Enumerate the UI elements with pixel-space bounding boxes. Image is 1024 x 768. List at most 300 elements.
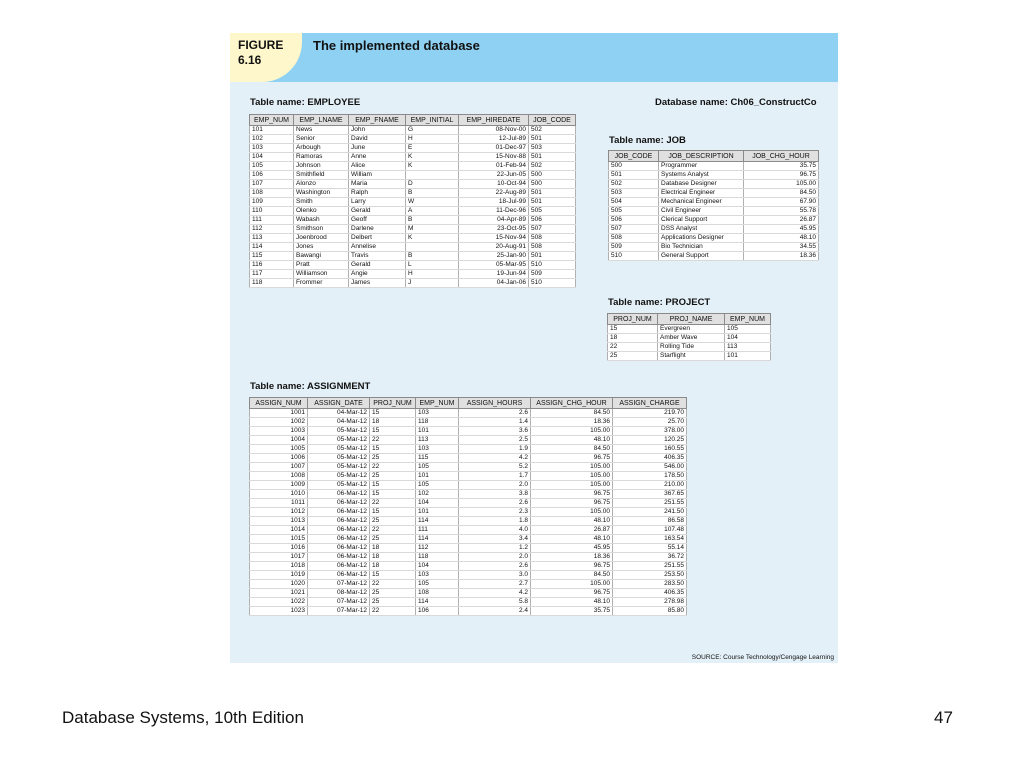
table-cell: Anne <box>349 153 406 162</box>
table-cell: 55.78 <box>744 207 819 216</box>
column-header: JOB_CODE <box>529 115 576 126</box>
table-cell: 2.6 <box>459 409 531 418</box>
table-cell: 1017 <box>250 553 308 562</box>
table-cell: 67.90 <box>744 198 819 207</box>
table-cell: 103 <box>416 445 459 454</box>
table-cell: 96.75 <box>531 499 613 508</box>
table-cell: 18.36 <box>531 418 613 427</box>
table-cell: 4.2 <box>459 589 531 598</box>
table-row <box>250 436 687 445</box>
table-cell: 105.00 <box>531 427 613 436</box>
column-header: EMP_NUM <box>416 398 459 409</box>
column-header: ASSIGN_NUM <box>250 398 308 409</box>
table-cell <box>406 243 459 252</box>
table-cell: Ramoras <box>294 153 349 162</box>
table-cell: E <box>406 144 459 153</box>
table-cell: 05-Mar-12 <box>308 445 370 454</box>
table-cell: 1001 <box>250 409 308 418</box>
table-cell: 1023 <box>250 607 308 616</box>
table-row <box>250 454 687 463</box>
table-cell: Starflight <box>658 352 725 361</box>
table-row <box>250 508 687 517</box>
table-row <box>250 198 576 207</box>
table-cell: 12-Jul-89 <box>459 135 529 144</box>
table-cell: Travis <box>349 252 406 261</box>
table-cell: 105.00 <box>531 481 613 490</box>
table-row <box>250 535 687 544</box>
table-cell: 36.72 <box>613 553 687 562</box>
table-cell: June <box>349 144 406 153</box>
table-cell: Smithfield <box>294 171 349 180</box>
table-cell: 05-Mar-95 <box>459 261 529 270</box>
table-cell: 1008 <box>250 472 308 481</box>
table-cell: 1014 <box>250 526 308 535</box>
table-row <box>250 553 687 562</box>
table-cell: 96.75 <box>531 589 613 598</box>
table-row <box>250 144 576 153</box>
table-cell: M <box>406 225 459 234</box>
table-cell: Darlene <box>349 225 406 234</box>
table-cell: 07-Mar-12 <box>308 607 370 616</box>
table-cell: 25 <box>370 598 416 607</box>
table-cell: 06-Mar-12 <box>308 562 370 571</box>
column-header: ASSIGN_HOURS <box>459 398 531 409</box>
table-cell: B <box>406 189 459 198</box>
table-cell: 501 <box>529 252 576 261</box>
table-cell: 15 <box>370 571 416 580</box>
table-cell: Rolling Tide <box>658 343 725 352</box>
table-cell: 3.8 <box>459 490 531 499</box>
table-row <box>250 589 687 598</box>
table-cell: 104 <box>416 562 459 571</box>
table-cell: 500 <box>609 162 659 171</box>
table-cell: 508 <box>609 234 659 243</box>
table-cell: K <box>406 234 459 243</box>
table-cell: 18 <box>370 544 416 553</box>
table-cell: 25 <box>370 535 416 544</box>
table-cell: 45.95 <box>531 544 613 553</box>
table-cell: 105.00 <box>531 472 613 481</box>
table-cell: 505 <box>609 207 659 216</box>
table-cell: H <box>406 270 459 279</box>
assignment-header-row <box>250 398 687 409</box>
table-cell: 1007 <box>250 463 308 472</box>
table-cell: K <box>406 153 459 162</box>
table-cell: 55.14 <box>613 544 687 553</box>
table-cell: 15 <box>370 409 416 418</box>
table-cell: 251.55 <box>613 562 687 571</box>
table-cell: 1004 <box>250 436 308 445</box>
table-cell: 04-Mar-12 <box>308 409 370 418</box>
table-cell: 1013 <box>250 517 308 526</box>
column-header: JOB_DESCRIPTION <box>659 151 744 162</box>
database-name: Database name: Ch06_ConstructCo <box>655 97 817 108</box>
table-cell: 1021 <box>250 589 308 598</box>
table-cell: 18-Jul-99 <box>459 198 529 207</box>
table-row <box>609 234 819 243</box>
table-cell: 08-Mar-12 <box>308 589 370 598</box>
table-cell: 06-Mar-12 <box>308 526 370 535</box>
table-cell: 84.50 <box>744 189 819 198</box>
table-cell: 15 <box>370 508 416 517</box>
table-cell: 1.2 <box>459 544 531 553</box>
table-row <box>609 162 819 171</box>
table-cell: 2.3 <box>459 508 531 517</box>
table-row <box>250 427 687 436</box>
table-cell: Pratt <box>294 261 349 270</box>
table-cell: 22 <box>370 526 416 535</box>
table-cell: Smithson <box>294 225 349 234</box>
table-cell: 18 <box>608 334 658 343</box>
table-cell: 06-Mar-12 <box>308 535 370 544</box>
table-cell: 1018 <box>250 562 308 571</box>
table-cell: 253.50 <box>613 571 687 580</box>
table-cell: 04-Apr-89 <box>459 216 529 225</box>
table-cell: 1.8 <box>459 517 531 526</box>
table-cell: Applications Designer <box>659 234 744 243</box>
table-cell: 05-Mar-12 <box>308 481 370 490</box>
table-cell: 06-Mar-12 <box>308 490 370 499</box>
table-cell: 05-Mar-12 <box>308 472 370 481</box>
table-cell: 367.65 <box>613 490 687 499</box>
table-cell: 509 <box>529 270 576 279</box>
table-cell: 2.0 <box>459 553 531 562</box>
table-cell: 96.75 <box>531 562 613 571</box>
table-cell: 506 <box>529 216 576 225</box>
column-header: EMP_NUM <box>725 314 771 325</box>
table-cell: DSS Analyst <box>659 225 744 234</box>
table-cell: 251.55 <box>613 499 687 508</box>
table-cell: 86.58 <box>613 517 687 526</box>
table-cell: James <box>349 279 406 288</box>
column-header: EMP_FNAME <box>349 115 406 126</box>
table-cell: 22 <box>370 499 416 508</box>
table-cell: Bio Technician <box>659 243 744 252</box>
table-cell: 96.75 <box>744 171 819 180</box>
table-cell: 507 <box>529 225 576 234</box>
table-cell: 500 <box>529 180 576 189</box>
table-cell: 500 <box>529 171 576 180</box>
table-cell: J <box>406 279 459 288</box>
table-cell: H <box>406 135 459 144</box>
table-cell: 84.50 <box>531 445 613 454</box>
table-row <box>250 562 687 571</box>
table-cell: 18 <box>370 418 416 427</box>
table-row <box>250 279 576 288</box>
table-cell: Gerald <box>349 207 406 216</box>
table-cell: 3.6 <box>459 427 531 436</box>
table-row <box>250 607 687 616</box>
table-cell: 111 <box>416 526 459 535</box>
table-cell: 110 <box>250 207 294 216</box>
table-cell: 112 <box>416 544 459 553</box>
employee-header-row <box>250 115 576 126</box>
column-header: PROJ_NAME <box>658 314 725 325</box>
figure-header <box>230 33 838 82</box>
table-cell: 378.00 <box>613 427 687 436</box>
table-cell: 163.54 <box>613 535 687 544</box>
table-cell: 104 <box>725 334 771 343</box>
table-cell: 4.2 <box>459 454 531 463</box>
table-cell: 105 <box>725 325 771 334</box>
table-cell: 102 <box>416 490 459 499</box>
table-row <box>250 207 576 216</box>
table-cell: 25 <box>608 352 658 361</box>
table-cell: 1016 <box>250 544 308 553</box>
table-cell: 105 <box>416 481 459 490</box>
table-cell: 06-Mar-12 <box>308 553 370 562</box>
table-cell: 210.00 <box>613 481 687 490</box>
table-cell: 502 <box>529 162 576 171</box>
table-cell: 15 <box>608 325 658 334</box>
table-cell: 406.35 <box>613 454 687 463</box>
job-table <box>608 150 819 261</box>
table-cell: 06-Mar-12 <box>308 571 370 580</box>
table-cell: 25-Jan-90 <box>459 252 529 261</box>
table-row <box>609 225 819 234</box>
table-cell: 1005 <box>250 445 308 454</box>
table-cell: A <box>406 207 459 216</box>
table-cell: Database Designer <box>659 180 744 189</box>
column-header: JOB_CODE <box>609 151 659 162</box>
table-row <box>609 252 819 261</box>
table-cell: 2.0 <box>459 481 531 490</box>
column-header: EMP_HIREDATE <box>459 115 529 126</box>
table-cell: 2.4 <box>459 607 531 616</box>
table-cell: 105.00 <box>744 180 819 189</box>
table-cell: Amber Wave <box>658 334 725 343</box>
table-cell: 108 <box>250 189 294 198</box>
table-cell: Larry <box>349 198 406 207</box>
table-cell <box>406 171 459 180</box>
table-cell: 105.00 <box>531 508 613 517</box>
table-cell: 22 <box>370 436 416 445</box>
table-row <box>250 445 687 454</box>
table-row <box>250 490 687 499</box>
table-cell: Geoff <box>349 216 406 225</box>
table-cell: Alonzo <box>294 180 349 189</box>
table-row <box>608 325 771 334</box>
table-row <box>250 216 576 225</box>
table-cell: 15 <box>370 490 416 499</box>
figure-label-number: 6.16 <box>238 53 262 67</box>
table-cell: Wabash <box>294 216 349 225</box>
table-cell: 08-Nov-00 <box>459 126 529 135</box>
table-cell: 18 <box>370 562 416 571</box>
table-cell: 05-Mar-12 <box>308 427 370 436</box>
table-cell: 84.50 <box>531 571 613 580</box>
table-cell: 25 <box>370 589 416 598</box>
table-cell: 05-Mar-12 <box>308 463 370 472</box>
table-cell: 510 <box>609 252 659 261</box>
table-cell: 509 <box>609 243 659 252</box>
table-cell: Bawangi <box>294 252 349 261</box>
table-cell: 25 <box>370 454 416 463</box>
table-cell: 05-Mar-12 <box>308 454 370 463</box>
source-note: SOURCE: Course Technology/Cengage Learning <box>691 654 834 661</box>
table-cell: 5.8 <box>459 598 531 607</box>
table-cell: Ralph <box>349 189 406 198</box>
table-cell: 118 <box>250 279 294 288</box>
table-cell: 07-Mar-12 <box>308 580 370 589</box>
table-cell: 48.10 <box>744 234 819 243</box>
table-cell: 96.75 <box>531 454 613 463</box>
column-header: EMP_INITIAL <box>406 115 459 126</box>
table-row <box>250 517 687 526</box>
table-row <box>250 418 687 427</box>
table-row <box>609 243 819 252</box>
figure-label <box>238 38 283 68</box>
figure-panel <box>230 33 838 663</box>
job-table-title: Table name: JOB <box>609 135 686 146</box>
table-cell: 1012 <box>250 508 308 517</box>
table-cell: 19-Jun-94 <box>459 270 529 279</box>
table-cell: Olenko <box>294 207 349 216</box>
table-cell: 107.48 <box>613 526 687 535</box>
table-cell: 501 <box>529 198 576 207</box>
table-row <box>609 171 819 180</box>
table-cell: 48.10 <box>531 517 613 526</box>
table-row <box>250 526 687 535</box>
table-row <box>608 352 771 361</box>
table-cell: Johnson <box>294 162 349 171</box>
table-row <box>250 270 576 279</box>
column-header: ASSIGN_DATE <box>308 398 370 409</box>
table-row <box>250 180 576 189</box>
table-cell: 114 <box>416 517 459 526</box>
table-cell: 3.4 <box>459 535 531 544</box>
table-cell: Evergreen <box>658 325 725 334</box>
table-cell: 1003 <box>250 427 308 436</box>
table-cell: 103 <box>250 144 294 153</box>
table-cell: 501 <box>529 189 576 198</box>
table-cell: 105 <box>250 162 294 171</box>
table-cell: Gerald <box>349 261 406 270</box>
table-cell: 113 <box>725 343 771 352</box>
table-row <box>608 343 771 352</box>
job-header-row <box>609 151 819 162</box>
table-cell: 505 <box>529 207 576 216</box>
table-cell: Jones <box>294 243 349 252</box>
table-row <box>250 571 687 580</box>
table-cell: Arbough <box>294 144 349 153</box>
table-cell: 1.4 <box>459 418 531 427</box>
table-cell: 105.00 <box>531 580 613 589</box>
table-cell: Delbert <box>349 234 406 243</box>
table-cell: 106 <box>416 607 459 616</box>
table-row <box>250 189 576 198</box>
table-cell: 103 <box>416 409 459 418</box>
table-cell: Annelise <box>349 243 406 252</box>
table-row <box>250 544 687 553</box>
table-cell: 104 <box>416 499 459 508</box>
column-header: EMP_LNAME <box>294 115 349 126</box>
table-cell: 546.00 <box>613 463 687 472</box>
table-row <box>250 153 576 162</box>
table-cell: 1022 <box>250 598 308 607</box>
table-cell: 2.7 <box>459 580 531 589</box>
table-row <box>609 216 819 225</box>
table-cell: Systems Analyst <box>659 171 744 180</box>
project-table <box>607 313 771 361</box>
table-cell: 1010 <box>250 490 308 499</box>
table-cell: 406.35 <box>613 589 687 598</box>
table-cell: 45.95 <box>744 225 819 234</box>
table-cell: 96.75 <box>531 490 613 499</box>
table-cell: 22-Aug-89 <box>459 189 529 198</box>
table-cell: Senior <box>294 135 349 144</box>
table-cell: 26.87 <box>744 216 819 225</box>
table-cell: 501 <box>609 171 659 180</box>
table-cell: 15-Nov-88 <box>459 153 529 162</box>
column-header: PROJ_NUM <box>370 398 416 409</box>
table-cell: 15 <box>370 427 416 436</box>
table-cell: 503 <box>529 144 576 153</box>
table-cell: 114 <box>416 598 459 607</box>
table-cell: 84.50 <box>531 409 613 418</box>
table-row <box>250 171 576 180</box>
table-cell: 1009 <box>250 481 308 490</box>
table-cell: Smith <box>294 198 349 207</box>
table-cell: 508 <box>529 234 576 243</box>
table-cell: 106 <box>250 171 294 180</box>
table-cell: 2.6 <box>459 562 531 571</box>
table-cell: 25 <box>370 472 416 481</box>
column-header: PROJ_NUM <box>608 314 658 325</box>
table-cell: 06-Mar-12 <box>308 544 370 553</box>
table-cell: 23-Oct-95 <box>459 225 529 234</box>
table-cell: 1011 <box>250 499 308 508</box>
table-row <box>609 198 819 207</box>
table-cell: 115 <box>250 252 294 261</box>
assignment-table-title: Table name: ASSIGNMENT <box>250 381 371 392</box>
footer-book-title: Database Systems, 10th Edition <box>62 708 304 727</box>
table-cell: 107 <box>250 180 294 189</box>
table-cell: 112 <box>250 225 294 234</box>
table-cell: 1.9 <box>459 445 531 454</box>
table-cell: News <box>294 126 349 135</box>
table-cell: 04-Jan-06 <box>459 279 529 288</box>
table-row <box>250 499 687 508</box>
table-cell: 120.25 <box>613 436 687 445</box>
table-cell: 113 <box>416 436 459 445</box>
table-cell: 06-Mar-12 <box>308 517 370 526</box>
table-cell: W <box>406 198 459 207</box>
table-cell: 101 <box>416 472 459 481</box>
table-cell: 25.70 <box>613 418 687 427</box>
table-cell: 111 <box>250 216 294 225</box>
table-cell: 22 <box>370 580 416 589</box>
employee-table <box>249 114 576 288</box>
table-cell: 118 <box>416 553 459 562</box>
table-row <box>250 409 687 418</box>
table-cell: B <box>406 252 459 261</box>
table-row <box>250 162 576 171</box>
table-cell: 502 <box>529 126 576 135</box>
table-cell: 04-Mar-12 <box>308 418 370 427</box>
table-cell: 510 <box>529 279 576 288</box>
table-cell: 18 <box>370 553 416 562</box>
table-cell: Clerical Support <box>659 216 744 225</box>
table-cell: 48.10 <box>531 598 613 607</box>
table-cell: 4.0 <box>459 526 531 535</box>
table-row <box>250 481 687 490</box>
table-row <box>250 472 687 481</box>
table-cell: 114 <box>416 535 459 544</box>
table-cell: 103 <box>416 571 459 580</box>
table-row <box>250 252 576 261</box>
table-cell: 48.10 <box>531 535 613 544</box>
